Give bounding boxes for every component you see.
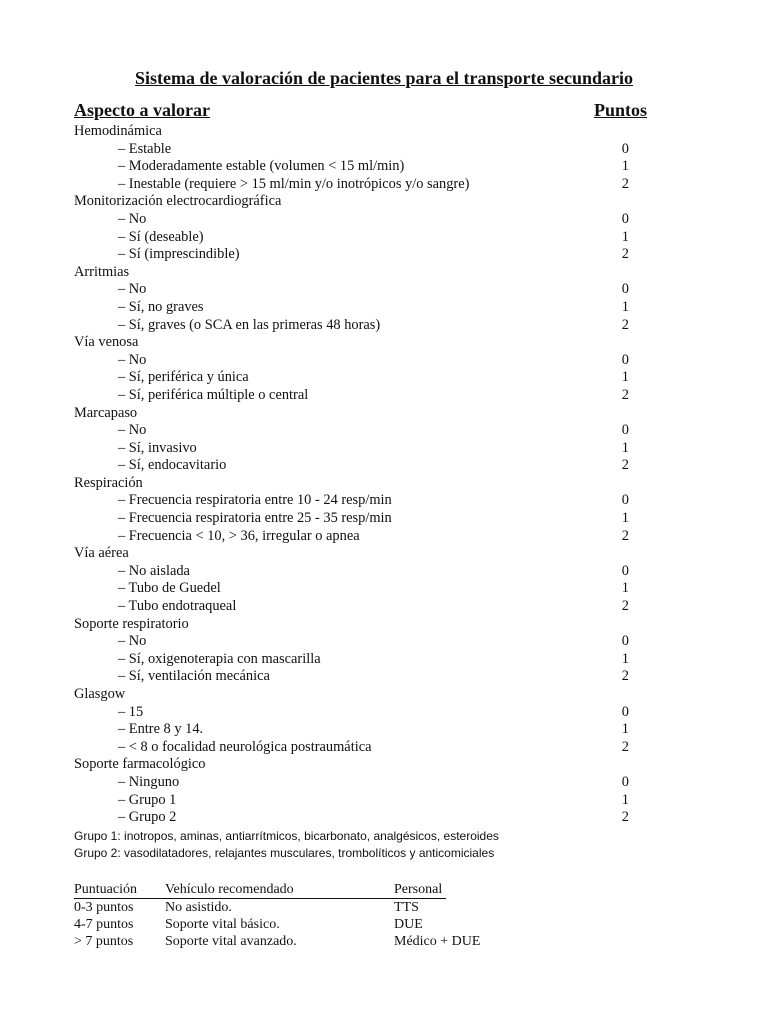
option-points: 1 [621, 158, 629, 175]
option-points: 0 [621, 492, 629, 509]
personnel: DUE [394, 917, 423, 932]
option-label: – < 8 o focalidad neurológica postraumática [118, 738, 372, 755]
category-heading: Monitorización electrocardiográfica [74, 193, 282, 210]
score-range: > 7 puntos [74, 934, 134, 949]
option-points: 2 [621, 668, 629, 685]
notes [74, 828, 499, 862]
option-points: 2 [621, 598, 629, 615]
option-row [74, 598, 634, 616]
recommended-vehicle: No asistido. [165, 900, 232, 915]
category-heading: Vía venosa [74, 334, 139, 351]
option-row [74, 528, 634, 546]
option-label: – No [118, 281, 147, 298]
option-label: – Sí, no graves [118, 298, 204, 315]
score-range: 4-7 puntos [74, 917, 134, 932]
score-table-row [74, 933, 481, 950]
option-label: – Inestable (requiere > 15 ml/min y/o inotrópicos y/o sangre) [118, 175, 470, 192]
option-points: 1 [621, 721, 629, 738]
personnel: Médico + DUE [394, 934, 481, 949]
option-row [74, 563, 634, 581]
option-row [74, 809, 634, 827]
option-label: – Sí, periférica y única [118, 369, 249, 386]
score-range: 0-3 puntos [74, 900, 134, 915]
option-points: 0 [621, 140, 629, 157]
option-points: 1 [621, 791, 629, 808]
option-label: – Sí, periférica múltiple o central [118, 386, 309, 403]
score-table-row [74, 899, 446, 916]
option-label: – Moderadamente estable (volumen < 15 ml/min) [118, 158, 405, 175]
option-points: 2 [621, 527, 629, 544]
option-points: 2 [621, 386, 629, 403]
option-points: 2 [621, 457, 629, 474]
option-points: 0 [621, 633, 629, 650]
option-row [74, 633, 634, 651]
option-points: 0 [621, 281, 629, 298]
option-label: – Grupo 1 [118, 791, 177, 808]
option-label: – Estable [118, 140, 172, 157]
option-points: 2 [621, 316, 629, 333]
note-group-1: Grupo 1: inotropos, aminas, antiarrítmicos, bicarbonato, analgésicos, esteroides [74, 829, 499, 843]
option-label: – Sí (imprescindible) [118, 246, 240, 263]
score-header-personal: Personal [394, 882, 443, 897]
option-row [74, 317, 634, 335]
option-row [74, 176, 634, 194]
option-row [74, 580, 634, 598]
option-points: 1 [621, 298, 629, 315]
category-heading: Arritmias [74, 263, 130, 280]
option-label: – No [118, 210, 147, 227]
points-header: Puntos [594, 100, 648, 120]
option-points: 2 [621, 809, 629, 826]
option-row [74, 492, 634, 510]
assessment-list [74, 123, 634, 827]
option-label: – No [118, 422, 147, 439]
option-points: 2 [621, 175, 629, 192]
option-label: – No aislada [118, 562, 190, 579]
category-heading: Glasgow [74, 686, 126, 702]
option-row [74, 281, 634, 299]
score-table-header [74, 881, 446, 899]
option-points: 2 [621, 246, 629, 263]
option-row [74, 422, 634, 440]
option-row [74, 387, 634, 405]
option-points: 1 [621, 369, 629, 386]
option-row [74, 704, 634, 722]
score-header-puntuacion: Puntuación [74, 882, 137, 897]
option-points: 1 [621, 580, 629, 597]
option-row [74, 211, 634, 229]
option-points: 0 [621, 351, 629, 368]
recommended-vehicle: Soporte vital avanzado. [165, 934, 297, 949]
option-row [74, 510, 634, 528]
score-table [74, 881, 481, 950]
option-points: 0 [621, 210, 629, 227]
option-row [74, 792, 634, 810]
option-points: 0 [621, 703, 629, 720]
option-label: – Sí, ventilación mecánica [118, 668, 270, 685]
option-points: 0 [621, 562, 629, 579]
category-heading: Respiración [74, 474, 143, 491]
option-points: 1 [621, 439, 629, 456]
category-heading: Soporte farmacológico [74, 756, 206, 773]
option-label: – Tubo de Guedel [118, 580, 221, 597]
category-heading: Hemodinámica [74, 123, 162, 139]
option-row [74, 774, 634, 792]
option-label: – Frecuencia respiratoria entre 25 - 35 resp/min [118, 510, 392, 527]
score-table-row [74, 916, 446, 933]
option-label: – Tubo endotraqueal [118, 598, 237, 615]
personnel: TTS [394, 900, 419, 915]
option-row [74, 352, 634, 370]
option-label: – Frecuencia < 10, > 36, irregular o apnea [118, 527, 360, 544]
category-heading: Marcapaso [74, 404, 138, 421]
option-row [74, 246, 634, 264]
option-row [74, 299, 634, 317]
option-points: 1 [621, 650, 629, 667]
option-row [74, 721, 634, 739]
option-label: – No [118, 633, 147, 650]
note-group-2: Grupo 2: vasodilatadores, relajantes musculares, trombolíticos y anticomiciales [74, 846, 495, 860]
option-label: – Sí, graves (o SCA en las primeras 48 horas) [118, 316, 381, 333]
option-row [74, 739, 634, 757]
option-points: 0 [621, 773, 629, 790]
category-heading: Vía aérea [74, 545, 129, 562]
option-label: – Grupo 2 [118, 809, 177, 826]
score-header-vehiculo: Vehículo recomendado [165, 882, 294, 897]
option-label: – Ninguno [118, 773, 180, 790]
option-row [74, 457, 634, 475]
option-row [74, 668, 634, 686]
option-label: – No [118, 351, 147, 368]
category-heading: Soporte respiratorio [74, 615, 189, 632]
option-row [74, 440, 634, 458]
option-points: 1 [621, 228, 629, 245]
option-points: 1 [621, 510, 629, 527]
option-label: – Frecuencia respiratoria entre 10 - 24 resp/min [118, 492, 392, 509]
option-row [74, 651, 634, 669]
option-points: 0 [621, 422, 629, 439]
option-label: – Sí, endocavitario [118, 457, 227, 474]
option-label: – Sí, oxigenoterapia con mascarilla [118, 650, 321, 667]
option-row [74, 229, 634, 247]
aspect-header: Aspecto a valorar [74, 100, 210, 120]
document-title: Sistema de valoración de pacientes para el transporte secundario [135, 68, 633, 88]
option-row [74, 369, 634, 387]
option-label: – Sí (deseable) [118, 228, 204, 245]
recommended-vehicle: Soporte vital básico. [165, 917, 280, 932]
option-points: 2 [621, 738, 629, 755]
option-label: – 15 [118, 703, 144, 720]
option-row [74, 141, 634, 159]
option-label: – Entre 8 y 14. [118, 721, 204, 738]
option-label: – Sí, invasivo [118, 439, 197, 456]
option-row [74, 158, 634, 176]
